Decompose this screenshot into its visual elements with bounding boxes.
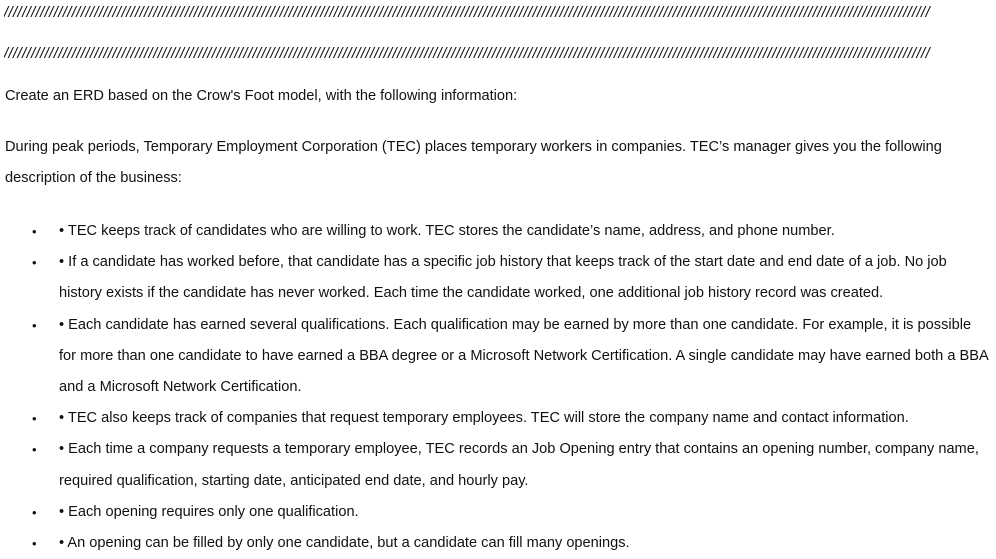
divider-line-second: ///////////////////////////////////////////////////////////////////////////////////////////////////////////////////////////////////////////////////////////////////////////////////////////////////////////// <box>4 45 931 62</box>
list-item-text: • Each time a company requests a temporary employee, TEC records an Job Opening entry that contains an opening number, company name, required qualification, starting date, anticipated end date, and hourly pay. <box>59 441 979 489</box>
list-item-text: • TEC keeps track of candidates who are willing to work. TEC stores the candidate’s name, address, and phone number. <box>59 223 835 239</box>
list-item <box>0 528 996 559</box>
list-item-text: • Each candidate has earned several qualifications. Each qualification may be earned by more than one candidate. For example, it is possible for more than one candidate to have earned a BBA degree or a Microsoft Network Certification. A single candidate may have earned both a BBA and a Microsoft Network Certification. <box>59 316 988 396</box>
bullet-icon: • <box>32 255 37 271</box>
bullet-icon: • <box>32 442 37 458</box>
list-item <box>0 497 996 528</box>
list-item-text: • TEC also keeps track of companies that request temporary employees. TEC will store the company name and contact information. <box>59 410 909 427</box>
bullet-icon: • <box>32 411 37 427</box>
bullet-icon: • <box>32 224 37 239</box>
bullet-icon: • <box>32 317 37 333</box>
list-item <box>0 247 996 309</box>
divider-line-top: ///////////////////////////////////////////////////////////////////////////////////////////////////////////////////////////////////////////////////////////////////////////////////////////////////////////// <box>4 4 931 21</box>
list-item <box>0 403 996 434</box>
list-item <box>0 216 996 247</box>
bullet-icon: • <box>32 536 37 552</box>
requirements-list <box>0 216 996 559</box>
list-item <box>0 310 996 404</box>
bullet-icon: • <box>32 504 37 520</box>
list-item-text: • If a candidate has worked before, that candidate has a specific job history that keeps track of the start date and end date of a job. No job history exists if the candidate has never worked. Each time the candidate worked, one additional job history record was created. <box>59 254 947 302</box>
list-item-text: • An opening can be filled by only one candidate, but a candidate can fill many openings. <box>59 535 630 552</box>
instruction-text: Create an ERD based on the Crow's Foot model, with the following information: <box>5 88 518 104</box>
intro-paragraph: During peak periods, Temporary Employment Corporation (TEC) places temporary workers in companies. TEC’s manager gives you the following description of the business: <box>5 139 942 186</box>
list-item-text: • Each opening requires only one qualification. <box>59 503 359 520</box>
list-item <box>0 434 996 496</box>
